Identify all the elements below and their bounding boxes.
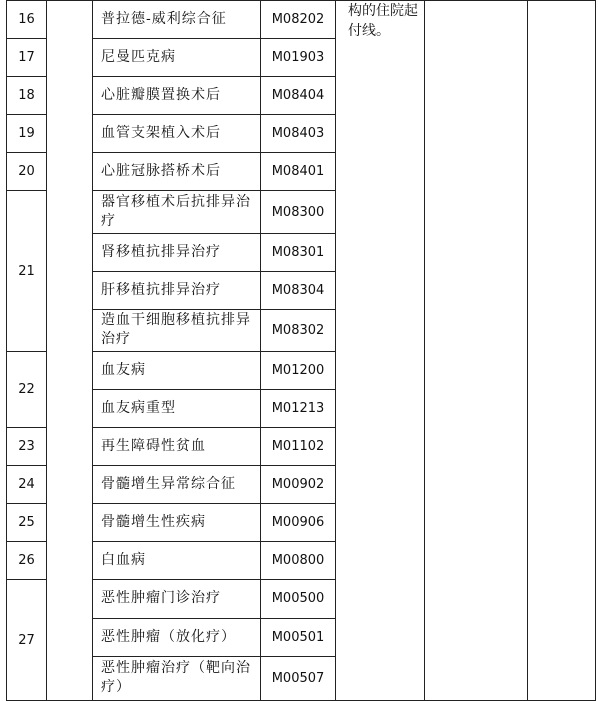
disease-name: 造血干细胞移植抗排异治疗 — [93, 309, 261, 351]
table-row — [7, 1, 596, 39]
disease-code: M00906 — [261, 504, 336, 542]
disease-code: M00501 — [261, 618, 336, 656]
row-number: 18 — [7, 77, 47, 115]
row-number: 22 — [7, 351, 47, 427]
disease-name: 肾移植抗排异治疗 — [93, 233, 261, 271]
row-number: 24 — [7, 466, 47, 504]
row-number: 26 — [7, 542, 47, 580]
disease-table — [6, 0, 596, 701]
disease-name: 恶性肿瘤门诊治疗 — [93, 580, 261, 618]
row-number: 16 — [7, 1, 47, 39]
disease-name: 骨髓增生性疾病 — [93, 504, 261, 542]
disease-code: M08202 — [261, 1, 336, 39]
disease-name: 血友病 — [93, 351, 261, 389]
disease-name: 骨髓增生异常综合征 — [93, 466, 261, 504]
disease-code: M08300 — [261, 191, 336, 233]
disease-code: M00800 — [261, 542, 336, 580]
disease-name: 再生障碍性贫血 — [93, 428, 261, 466]
disease-name: 白血病 — [93, 542, 261, 580]
disease-code: M00902 — [261, 466, 336, 504]
empty-column-cell — [528, 1, 596, 701]
row-number: 19 — [7, 115, 47, 153]
disease-name: 普拉德-威利综合征 — [93, 1, 261, 39]
row-number: 25 — [7, 504, 47, 542]
disease-name: 恶性肿瘤治疗（靶向治疗） — [93, 656, 261, 700]
disease-code: M08401 — [261, 153, 336, 191]
disease-name: 肝移植抗排异治疗 — [93, 271, 261, 309]
disease-code: M00507 — [261, 656, 336, 700]
disease-name: 器官移植术后抗排异治疗 — [93, 191, 261, 233]
disease-name: 心脏冠脉搭桥术后 — [93, 153, 261, 191]
disease-code: M08404 — [261, 77, 336, 115]
disease-name: 心脏瓣膜置换术后 — [93, 77, 261, 115]
blank-column-cell — [47, 1, 93, 701]
row-number: 23 — [7, 428, 47, 466]
disease-code: M01200 — [261, 351, 336, 389]
disease-code: M08403 — [261, 115, 336, 153]
disease-name: 血管支架植入术后 — [93, 115, 261, 153]
note-cell: 构的住院起付线。 — [336, 1, 425, 701]
disease-code: M01213 — [261, 389, 336, 427]
empty-column-cell — [425, 1, 528, 701]
disease-code: M08301 — [261, 233, 336, 271]
disease-code: M08304 — [261, 271, 336, 309]
row-number: 17 — [7, 39, 47, 77]
disease-code: M00500 — [261, 580, 336, 618]
disease-code: M08302 — [261, 309, 336, 351]
disease-code: M01102 — [261, 428, 336, 466]
row-number: 20 — [7, 153, 47, 191]
row-number: 27 — [7, 580, 47, 701]
disease-name: 血友病重型 — [93, 389, 261, 427]
disease-name: 恶性肿瘤（放化疗） — [93, 618, 261, 656]
row-number: 21 — [7, 191, 47, 351]
disease-code: M01903 — [261, 39, 336, 77]
disease-name: 尼曼匹克病 — [93, 39, 261, 77]
